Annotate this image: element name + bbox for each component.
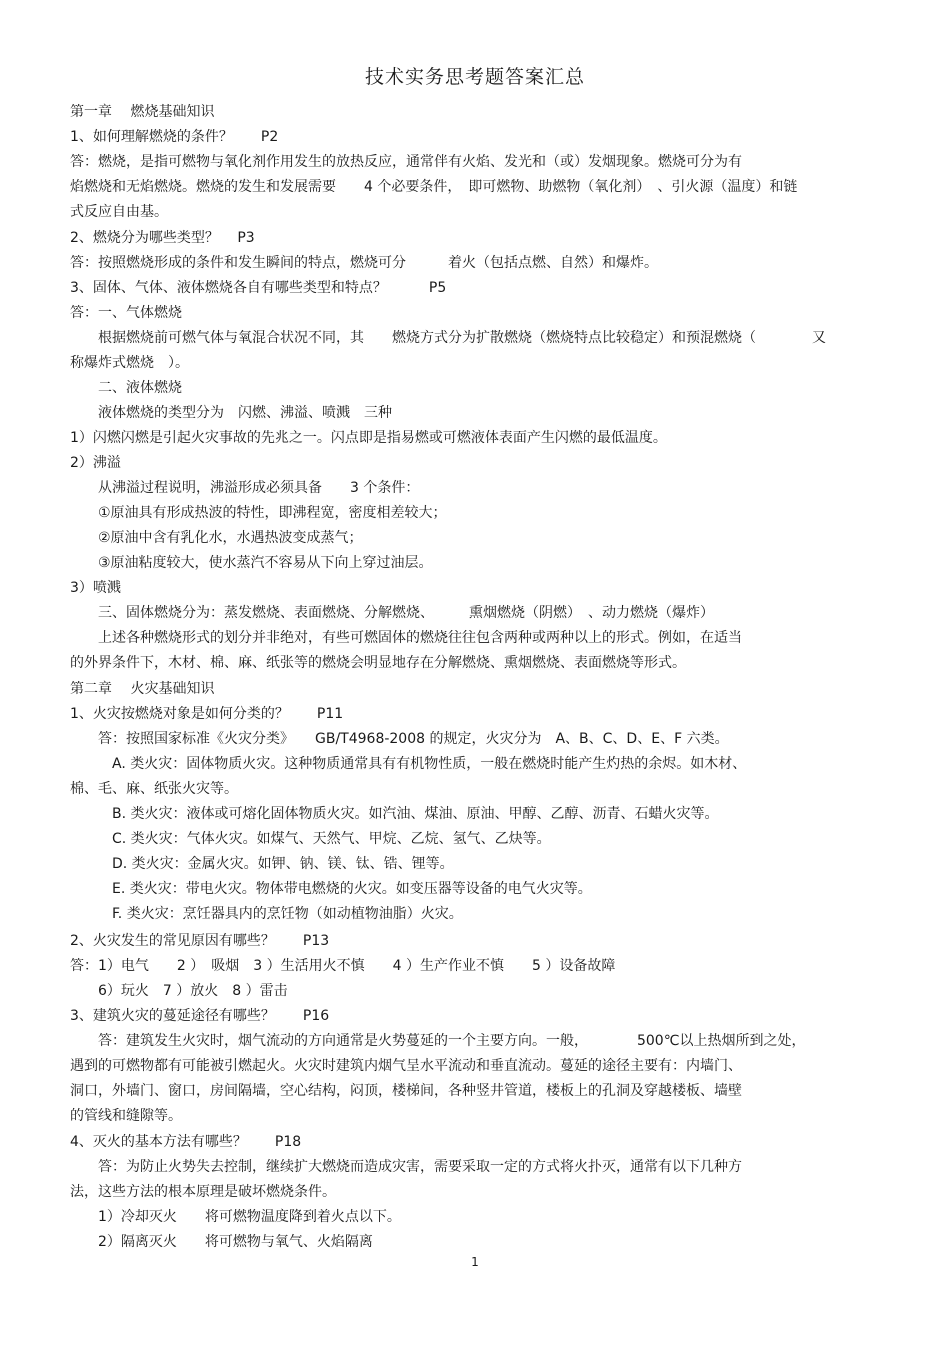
text-line: C. 类火灾：气体火灾。如煤气、天然气、甲烷、乙烷、氢气、乙炔等。 [70,831,551,847]
text-line: 焰燃烧和无焰燃烧。燃烧的发生和发展需要 4 个必要条件， 即可燃物、助燃物（氧化剂） 、引火源（温度）和链 [70,179,798,195]
text-line: 式反应自由基。 [70,204,168,220]
text-line: 4、灭火的基本方法有哪些？ P18 [70,1134,302,1150]
page-number: 1 [471,1255,479,1269]
text-line: 液体燃烧的类型分为 闪燃、沸溢、喷溅 三种 [70,405,392,421]
text-line: 答：燃烧，是指可燃物与氧化剂作用发生的放热反应，通常伴有火焰、发光和（或）发烟现象。燃烧可分为有 [70,154,742,170]
text-line: 三、固体燃烧分为：蒸发燃烧、表面燃烧、分解燃烧、 熏烟燃烧（阴燃） 、动力燃烧（爆炸） [70,605,714,621]
text-line: 3）喷溅 [70,580,121,596]
text-line: ①原油具有形成热波的特性，即沸程宽，密度相差较大； [70,505,447,521]
text-line: 遇到的可燃物都有可能被引燃起火。火灾时建筑内烟气呈水平流动和垂直流动。蔓延的途径主要有：内墙门、 [70,1058,742,1074]
text-line: 答：按照国家标准《火灾分类》 GB/T4968-2008 的规定，火灾分为 A、B、C、D、E、F 六类。 [70,731,729,747]
text-line: D. 类火灾：金属火灾。如钾、钠、镁、钛、锆、锂等。 [70,856,454,872]
text-line: 根据燃烧前可燃气体与氧混合状况不同，其 燃烧方式分为扩散燃烧（燃烧特点比较稳定）和预混燃烧（ 又 [70,330,826,346]
text-line: 1、如何理解燃烧的条件？ P2 [70,129,279,145]
text-line: ③原油粘度较大，使水蒸汽不容易从下向上穿过油层。 [70,555,433,571]
text-line: ②原油中含有乳化水，水遇热波变成蒸气； [70,530,363,546]
text-line: 二、液体燃烧 [70,380,182,396]
text-line: 答：1）电气 2 ） 吸烟 3 ）生活用火不慎 4 ）生产作业不慎 5 ）设备故障 [70,958,616,974]
text-line: 答：为防止火势失去控制，继续扩大燃烧而造成灾害，需要采取一定的方式将火扑灭，通常有以下几种方 [70,1159,742,1175]
text-line: 2、燃烧分为哪些类型？ P3 [70,230,255,246]
text-line: 答：一、气体燃烧 [70,305,182,321]
document-title: 技术实务思考题答案汇总 [364,66,585,88]
text-line: A. 类火灾：固体物质火灾。这种物质通常具有有机物性质，一般在燃烧时能产生灼热的余烬。如木材、 [70,756,747,772]
text-line: 的管线和缝隙等。 [70,1108,182,1124]
text-line: E. 类火灾：带电火灾。物体带电燃烧的火灾。如变压器等设备的电气火灾等。 [70,881,592,897]
text-line: 答：按照燃烧形成的条件和发生瞬间的特点，燃烧可分 着火（包括点燃、自然）和爆炸。 [70,255,658,271]
text-line: 2）沸溢 [70,455,121,471]
text-line: 棉、毛、麻、纸张火灾等。 [70,781,238,797]
text-line: 1、火灾按燃烧对象是如何分类的？ P11 [70,706,344,722]
text-line: 2、火灾发生的常见原因有哪些？ P13 [70,933,330,949]
text-line: 2）隔离灭火 将可燃物与氧气、火焰隔离 [70,1234,373,1250]
text-line: F. 类火灾：烹饪器具内的烹饪物（如动植物油脂）火灾。 [70,906,463,922]
text-line: 3、固体、气体、液体燃烧各自有哪些类型和特点？ P5 [70,280,447,296]
text-line: 上述各种燃烧形式的划分并非绝对，有些可燃固体的燃烧往往包含两种或两种以上的形式。例如，在适当 [70,630,742,646]
text-line: 第一章 燃烧基础知识 [70,104,215,120]
text-line: 称爆炸式燃烧 ）。 [70,355,189,371]
text-line: 6）玩火 7 ）放火 8 ）雷击 [70,983,288,999]
text-line: 1）闪燃闪燃是引起火灾事故的先兆之一。闪点即是指易燃或可燃液体表面产生闪燃的最低温度。 [70,430,667,446]
text-line: 3、建筑火灾的蔓延途径有哪些？ P16 [70,1008,330,1024]
text-line: 第二章 火灾基础知识 [70,681,215,697]
text-line: 答：建筑发生火灾时，烟气流动的方向通常是火势蔓延的一个主要方向。一般， 500℃以上热烟所到之处， [70,1033,806,1049]
text-line: 1）冷却灭火 将可燃物温度降到着火点以下。 [70,1209,401,1225]
text-line: 法，这些方法的根本原理是破坏燃烧条件。 [70,1184,336,1200]
text-line: 从沸溢过程说明，沸溢形成必须具备 3 个条件： [70,480,420,496]
text-line: B. 类火灾：液体或可熔化固体物质火灾。如汽油、煤油、原油、甲醇、乙醇、沥青、石蜡火灾等。 [70,806,719,822]
text-line: 洞口，外墙门、窗口，房间隔墙，空心结构，闷顶，楼梯间，各种竖井管道，楼板上的孔洞及穿越楼板、墙壁 [70,1083,742,1099]
text-line: 的外界条件下，木材、棉、麻、纸张等的燃烧会明显地存在分解燃烧、熏烟燃烧、表面燃烧等形式。 [70,655,686,671]
